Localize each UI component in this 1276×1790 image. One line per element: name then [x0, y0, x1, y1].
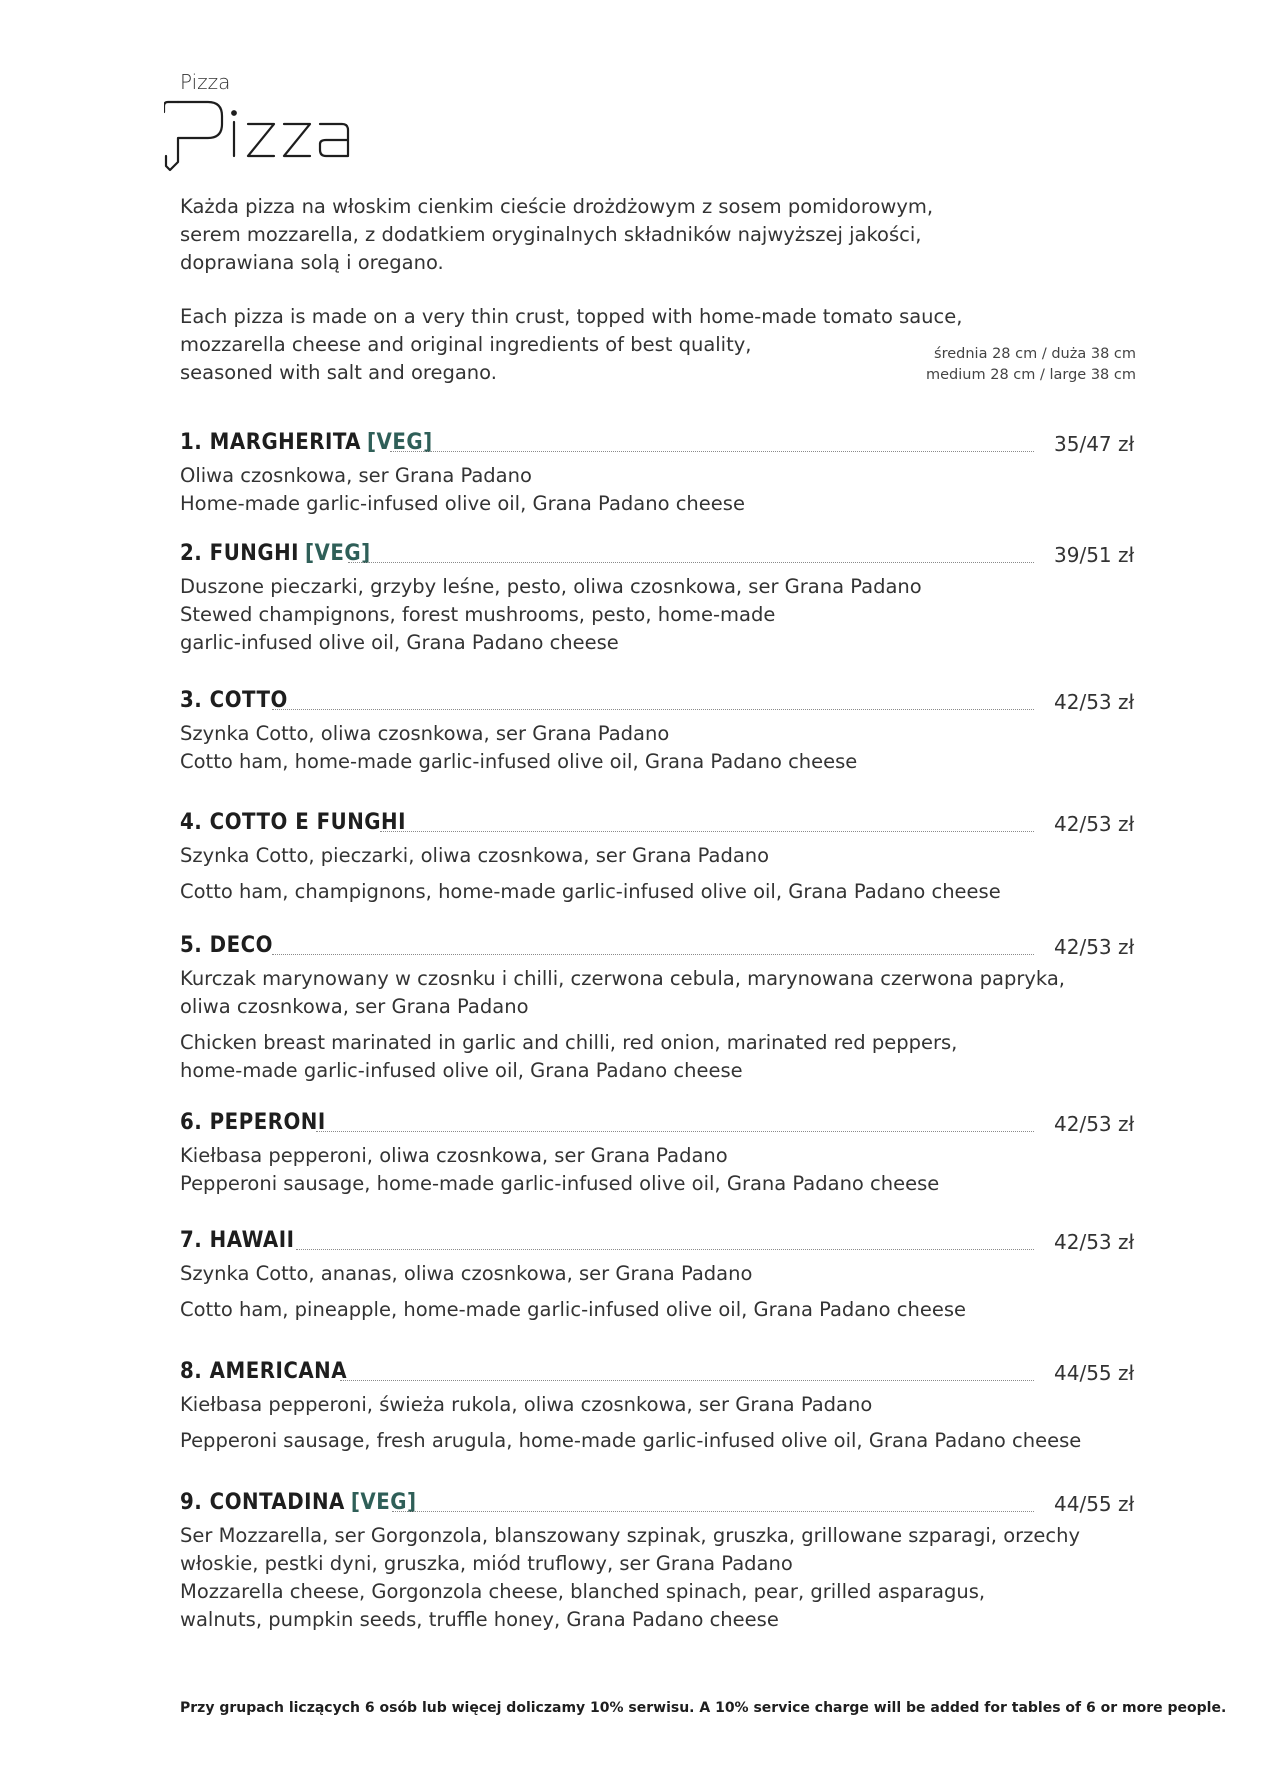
item-name: 6. PEPERONI — [180, 1110, 326, 1135]
intro-line: serem mozzarella, z dodatkiem oryginalnych składników najwyższej jakości, — [180, 223, 922, 246]
desc-line: Cotto ham, pineapple, home-made garlic-infused olive oil, Grana Padano cheese — [180, 1298, 966, 1321]
intro-english — [180, 303, 962, 387]
item-name: 9. CONTADINA — [180, 1490, 345, 1515]
menu-item — [180, 810, 1140, 906]
intro-line: mozzarella cheese and original ingredients of best quality, — [180, 333, 752, 356]
menu-item-header — [180, 810, 1140, 842]
menu-item-header — [180, 1359, 1140, 1391]
size-note-en: medium 28 cm / large 38 cm — [926, 367, 1136, 383]
item-description-pl — [180, 965, 1140, 1021]
item-price: 35/47 zł — [1054, 432, 1135, 456]
dotted-leader — [316, 1131, 1034, 1132]
item-description-pl — [180, 1391, 1140, 1419]
item-description-en — [180, 601, 1140, 657]
menu-item-header — [180, 933, 1140, 965]
item-name: 5. DECO — [180, 933, 273, 958]
item-name: 1. MARGHERITA — [180, 430, 361, 455]
item-description-en — [180, 490, 1140, 518]
intro-line: Each pizza is made on a very thin crust, topped with home-made tomato sauce, — [180, 305, 963, 328]
menu-item — [180, 933, 1140, 1085]
pizza-logo — [164, 96, 354, 184]
item-description-pl — [180, 1142, 1140, 1170]
item-price: 44/55 zł — [1054, 1361, 1135, 1385]
menu-item — [180, 688, 1140, 776]
size-note — [926, 344, 1136, 386]
intro-polish — [180, 193, 933, 277]
desc-line: Szynka Cotto, pieczarki, oliwa czosnkowa, ser Grana Padano — [180, 844, 770, 867]
item-description-pl — [180, 462, 1140, 490]
desc-line: Chicken breast marinated in garlic and chilli, red onion, marinated red peppers, — [180, 1031, 958, 1054]
desc-line: Cotto ham, home-made garlic-infused olive oil, Grana Padano cheese — [180, 750, 858, 773]
item-description-pl — [180, 720, 1140, 748]
page-title: Pizza — [180, 70, 231, 94]
dotted-leader — [340, 1380, 1034, 1381]
menu-item-header — [180, 1228, 1140, 1260]
item-description-pl — [180, 1260, 1140, 1288]
desc-line: Kiełbasa pepperoni, świeża rukola, oliwa czosnkowa, ser Grana Padano — [180, 1393, 873, 1416]
desc-line: Stewed champignons, forest mushrooms, pesto, home-made — [180, 603, 776, 626]
item-description-en — [180, 1029, 1140, 1085]
menu-item-header — [180, 430, 1140, 462]
desc-line: walnuts, pumpkin seeds, truffle honey, Grana Padano cheese — [180, 1608, 779, 1631]
desc-line: garlic-infused olive oil, Grana Padano cheese — [180, 631, 619, 654]
item-description-pl — [180, 573, 1140, 601]
desc-line: Ser Mozzarella, ser Gorgonzola, blanszowany szpinak, gruszka, grillowane szparagi, orzechy — [180, 1524, 1080, 1547]
item-description-en — [180, 1170, 1140, 1198]
veg-badge: [VEG] — [350, 1490, 417, 1515]
item-description-en — [180, 878, 1140, 906]
item-description-en — [180, 1296, 1140, 1324]
menu-item — [180, 541, 1140, 657]
item-name: 3. COTTO — [180, 688, 288, 713]
menu-item-header — [180, 541, 1140, 573]
item-description-en — [180, 748, 1140, 776]
intro-line: doprawiana solą i oregano. — [180, 251, 444, 274]
item-name: 2. FUNGHI — [180, 541, 300, 566]
menu-item — [180, 1110, 1140, 1198]
menu-item-header — [180, 1110, 1140, 1142]
service-charge-note: Przy grupach liczących 6 osób lub więcej doliczamy 10% serwisu. A 10% service charge will be added for tables of 6 or more people. — [180, 1700, 1227, 1716]
menu-item — [180, 1490, 1140, 1634]
desc-line: Pepperoni sausage, fresh arugula, home-made garlic-infused olive oil, Grana Padano cheese — [180, 1429, 1082, 1452]
menu-item — [180, 430, 1140, 518]
item-price: 42/53 zł — [1054, 1112, 1135, 1136]
item-name: 8. AMERICANA — [180, 1359, 348, 1384]
item-price: 42/53 zł — [1054, 1230, 1135, 1254]
item-name: 4. COTTO E FUNGHI — [180, 810, 406, 835]
dotted-leader — [296, 1249, 1034, 1250]
dotted-leader — [390, 451, 1034, 452]
dotted-leader — [348, 562, 1034, 563]
desc-line: Mozzarella cheese, Gorgonzola cheese, blanched spinach, pear, grilled asparagus, — [180, 1580, 986, 1603]
menu-item — [180, 1228, 1140, 1324]
dotted-leader — [392, 1511, 1034, 1512]
desc-line: Home-made garlic-infused olive oil, Grana Padano cheese — [180, 492, 745, 515]
menu-item — [180, 1359, 1140, 1455]
dotted-leader — [272, 954, 1034, 955]
veg-badge: [VEG] — [367, 430, 433, 455]
desc-line: Szynka Cotto, ananas, oliwa czosnkowa, ser Grana Padano — [180, 1262, 753, 1285]
item-price: 42/53 zł — [1054, 690, 1135, 714]
dotted-leader — [272, 709, 1034, 710]
size-note-pl: średnia 28 cm / duża 38 cm — [934, 346, 1136, 362]
dotted-leader — [380, 831, 1034, 832]
item-description-pl — [180, 842, 1140, 870]
desc-line: Cotto ham, champignons, home-made garlic-infused olive oil, Grana Padano cheese — [180, 880, 1001, 903]
item-name: 7. HAWAII — [180, 1228, 295, 1253]
desc-line: Pepperoni sausage, home-made garlic-infused olive oil, Grana Padano cheese — [180, 1172, 940, 1195]
item-description-pl — [180, 1522, 1140, 1578]
intro-line: seasoned with salt and oregano. — [180, 361, 497, 384]
desc-line: Kurczak marynowany w czosnku i chilli, czerwona cebula, marynowana czerwona papryka, — [180, 967, 1066, 990]
desc-line: Szynka Cotto, oliwa czosnkowa, ser Grana Padano — [180, 722, 670, 745]
desc-line: Oliwa czosnkowa, ser Grana Padano — [180, 464, 532, 487]
desc-line: włoskie, pestki dyni, gruszka, miód truflowy, ser Grana Padano — [180, 1552, 793, 1575]
desc-line: Kiełbasa pepperoni, oliwa czosnkowa, ser Grana Padano — [180, 1144, 728, 1167]
desc-line: home-made garlic-infused olive oil, Grana Padano cheese — [180, 1059, 743, 1082]
item-price: 42/53 zł — [1054, 812, 1135, 836]
menu-item-header — [180, 1490, 1140, 1522]
menu-item-header — [180, 688, 1140, 720]
item-description-en — [180, 1427, 1140, 1455]
veg-badge: [VEG] — [305, 541, 371, 566]
desc-line: oliwa czosnkowa, ser Grana Padano — [180, 995, 529, 1018]
item-price: 39/51 zł — [1054, 543, 1135, 567]
intro-line: Każda pizza na włoskim cienkim cieście drożdżowym z sosem pomidorowym, — [180, 195, 934, 218]
item-price: 42/53 zł — [1054, 935, 1135, 959]
item-description-en — [180, 1578, 1140, 1634]
desc-line: Duszone pieczarki, grzyby leśne, pesto, oliwa czosnkowa, ser Grana Padano — [180, 575, 922, 598]
item-price: 44/55 zł — [1054, 1492, 1135, 1516]
